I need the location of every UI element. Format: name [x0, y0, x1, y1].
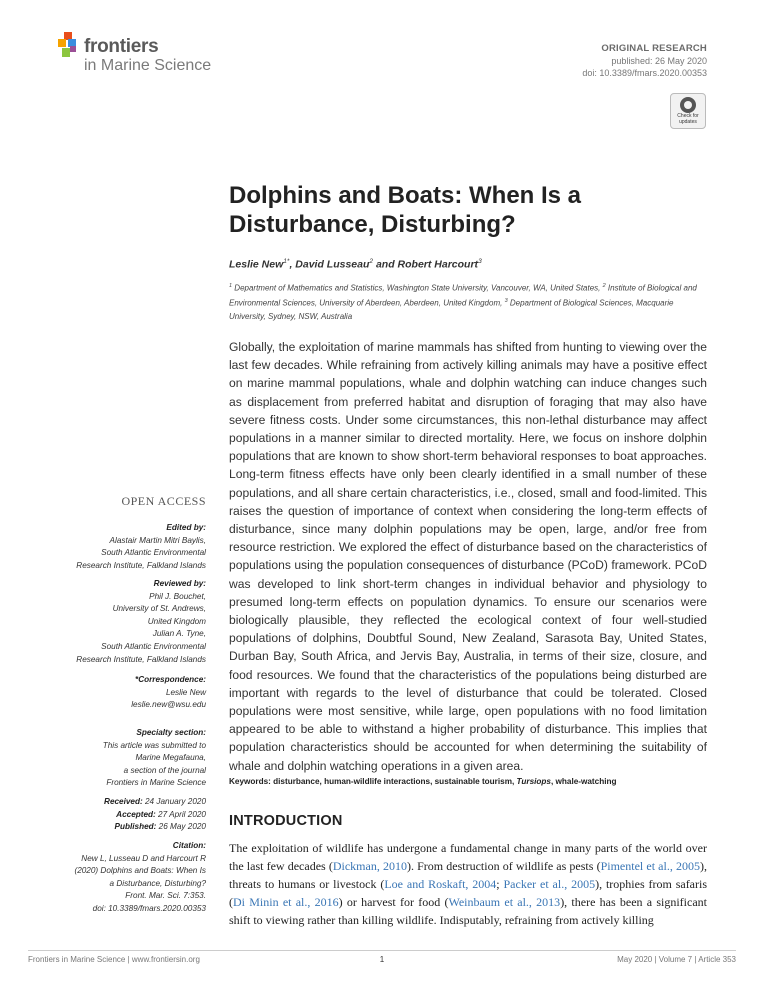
author-affil-sup: 2: [369, 258, 374, 265]
author-list: [229, 258, 482, 271]
published-label: Published:: [114, 822, 157, 832]
article-doi[interactable]: doi: 10.3389/fmars.2020.00353: [582, 68, 707, 78]
dates-block: [58, 796, 206, 834]
keywords-label: Keywords:: [229, 777, 271, 786]
correspondent-name: Leslie New: [165, 687, 206, 697]
keywords: [229, 777, 709, 786]
edited-by-block: [58, 522, 206, 572]
footer-issue-info: May 2020 | Volume 7 | Article 353: [617, 955, 736, 964]
editor-line: South Atlantic Environmental: [101, 548, 206, 558]
specialty-line: This article was submitted to: [102, 740, 206, 750]
author-name[interactable]: David Lusseau: [295, 258, 370, 271]
article-type: ORIGINAL RESEARCH: [601, 43, 707, 54]
section-heading-introduction: INTRODUCTION: [229, 813, 343, 829]
reviewed-by-label: Reviewed by:: [153, 579, 206, 588]
article-meta: [582, 43, 707, 79]
updates-icon: [680, 97, 696, 113]
intro-text: ;: [496, 877, 504, 891]
specialty-line: Marine Megafauna,: [135, 753, 206, 763]
intro-text: ), trophies from safaris (: [229, 877, 708, 909]
author-separator: and: [373, 258, 398, 271]
affil-text: Department of Mathematics and Statistics, Washington State University, Vancouver, WA, United States,: [232, 283, 603, 293]
citation-link[interactable]: Di Minin et al., 2016: [233, 895, 339, 909]
author-affil-sup: 1*: [283, 258, 290, 265]
correspondence-block: [58, 674, 206, 712]
page-number: 1: [379, 955, 385, 964]
citation-line: Front. Mar. Sci. 7:353.: [125, 891, 206, 901]
affiliations: [229, 280, 709, 324]
specialty-section-block: [58, 727, 206, 790]
specialty-label: Specialty section:: [136, 728, 206, 737]
reviewed-by-block: [58, 578, 206, 666]
affil-sup: 3: [504, 298, 508, 305]
author-separator: ,: [289, 258, 296, 271]
affil-sup: 2: [602, 283, 606, 289]
reviewer-line: University of St. Andrews,: [112, 604, 206, 614]
specialty-line: a section of the journal: [123, 765, 206, 775]
author-affil-sup: 3: [478, 258, 482, 265]
author-name[interactable]: Robert Harcourt: [397, 258, 479, 271]
keywords-list-end: , whale-watching: [550, 777, 617, 786]
keywords-list: disturbance, human-wildlife interactions, sustainable tourism,: [270, 777, 517, 786]
intro-text: ). From destruction of wildlife as pests (: [406, 859, 601, 873]
keywords-italic: Tursiops: [516, 777, 551, 786]
citation-link[interactable]: Dickman, 2010: [332, 859, 407, 873]
affil-sup: 1: [229, 283, 233, 289]
editor-line: Research Institute, Falkland Islands: [76, 560, 206, 570]
citation-link[interactable]: Weinbaum et al., 2013: [448, 895, 561, 909]
citation-link[interactable]: Loe and Roskaft, 2004: [384, 877, 497, 891]
citation-line: a Disturbance, Disturbing?: [109, 878, 206, 888]
citation-link[interactable]: Pimentel et al., 2005: [600, 859, 700, 873]
published-date: published: 26 May 2020: [611, 56, 707, 66]
received-date: 24 January 2020: [142, 797, 206, 806]
page-footer: [28, 950, 736, 964]
edited-by-label: Edited by:: [166, 523, 206, 532]
citation-block: [58, 840, 206, 916]
reviewer-line: United Kingdom: [147, 616, 206, 626]
open-access-label: OPEN ACCESS: [121, 494, 206, 508]
accepted-date: 27 April 2020: [155, 809, 206, 819]
editor-line[interactable]: Alastair Martin Mitri Baylis,: [109, 535, 206, 545]
affil-text: Institute of Biological and Environmental Sciences, University of Aberdeen, Aberdeen, United Kingdom,: [229, 283, 697, 308]
frontiers-logo-icon: [58, 32, 80, 58]
citation-doi[interactable]: doi: 10.3389/fmars.2020.00353: [92, 903, 206, 913]
affil-text: Department of Biological Sciences, Macquarie University, Sydney, NSW, Australia: [229, 298, 674, 322]
citation-label: Citation:: [172, 841, 206, 850]
updates-label-2: updates: [679, 118, 697, 125]
intro-text: ), there has been a significant shift to viewing rather than killing wildlife. Indisputably, refraining from actively killing: [229, 895, 707, 927]
accepted-label: Accepted:: [116, 809, 156, 819]
correspondent-email[interactable]: leslie.new@wsu.edu: [131, 700, 206, 710]
correspondence-label: *Correspondence:: [135, 675, 206, 684]
published-sidebar-date: 26 May 2020: [156, 822, 206, 832]
citation-line: (2020) Dolphins and Boats: When Is: [74, 866, 206, 876]
article-title: Dolphins and Boats: When Is a Disturbance, Disturbing?: [229, 182, 582, 238]
brand-name: frontiers: [84, 36, 159, 57]
journal-name: in Marine Science: [84, 57, 212, 74]
check-for-updates-button[interactable]: [670, 93, 706, 129]
reviewer-line: Research Institute, Falkland Islands: [76, 654, 206, 664]
journal-logo[interactable]: [58, 32, 228, 80]
abstract: Globally, the exploitation of marine mammals has shifted from hunting to viewing over the last few decades. While refraining from actively killing animals may have a positive effect on marine mammal populations, whale and dolphin watching can induce changes such as displacement from preferred habitat and disruption of foraging that may also have severe fitness costs. Under some circumstances, this non-lethal disturbance may affect populations in a manner similar to directed mortality. Here, we focus on inshore dolphin populations that are known to show short-term behavioral responses to boat approaches. Long-term fitness effects have only been clearly identified in a small number of these populations, and all share certain characteristics, i.e., closed, small and food-limited. This raises the question of importance of context when considering the long-term effects of disturbance, since many dolphin populations may be open, large, and/or free from resource restriction. We explored the effect of disturbance based on the characteristics of populations using the population consequences of disturbance (PCoD) framework. PCoD was developed to link short-term changes in individual behavior and physiology to presumed long-term effects on population dynamics. To ensure our scenarios were biologically plausible, they reflected the ecological context of four well-studied populations of dolphins, Doubtful Sound, New Zealand, Sarasota Bay, United States, Durban Bay, South Africa, and Jervis Bay, Australia, in terms of their size, closure, and food resources. We found that the characteristics of the populations being disturbed are important with regards to the level of disturbance that could be tolerated. Closed populations were most sensitive, while large, open populations with no food limitation appeared to be able to withstand a higher probability of disturbance. This implies that population characteristics should be accounted for when determining the suitability of whale and dolphin watching operations in a given area.: [229, 340, 707, 773]
footer-journal-link[interactable]: Frontiers in Marine Science | www.frontiersin.org: [28, 955, 200, 964]
updates-label-1: Check for: [677, 113, 699, 119]
intro-text: ) or harvest for food (: [338, 895, 449, 909]
received-label: Received:: [104, 797, 143, 806]
citation-line: New L, Lusseau D and Harcourt R: [81, 853, 206, 863]
reviewer-line[interactable]: Phil J. Bouchet,: [149, 591, 206, 601]
reviewer-line[interactable]: Julian A. Tyne,: [152, 629, 206, 639]
reviewer-line: South Atlantic Environmental: [101, 641, 206, 651]
author-name[interactable]: Leslie New: [229, 258, 284, 271]
intro-text: ), threats to humans or livestock (: [229, 859, 707, 891]
specialty-line: Frontiers in Marine Science: [106, 778, 206, 788]
introduction-paragraph: [229, 839, 707, 929]
intro-text: The exploitation of wildlife has undergone a fundamental change in many parts of the world over the last few decades (: [229, 841, 707, 873]
citation-link[interactable]: Packer et al., 2005: [503, 877, 596, 891]
